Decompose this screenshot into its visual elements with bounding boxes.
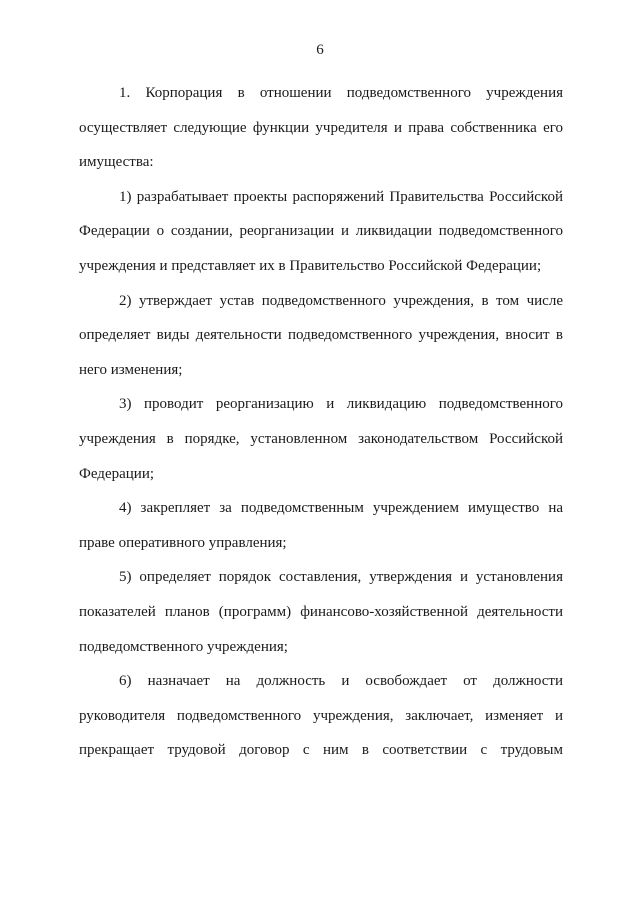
list-item-4: 4) закрепляет за подведомственным учреждением имущество на праве оперативного управления; bbox=[79, 500, 563, 551]
list-item-3: 3) проводит реорганизацию и ликвидацию подведомственного учреждения в порядке, установленном законодательством Российской Федерации; bbox=[79, 396, 563, 482]
page-number: 6 bbox=[316, 42, 324, 58]
paragraph-1: 1. Корпорация в отношении подведомственного учреждения осуществляет следующие функции учредителя и права собственника его имущества: bbox=[79, 85, 563, 171]
list-item-1: 1) разрабатывает проекты распоряжений Правительства Российской Федерации о создании, реорганизации и ликвидации подведомственного учреждения и представляет их в Правительство Российской Федерации; bbox=[79, 188, 563, 274]
list-item-2: 2) утверждает устав подведомственного учреждения, в том числе определяет виды деятельности подведомственного учреждения, вносит в него изменения; bbox=[79, 292, 563, 378]
list-item-6: 6) назначает на должность и освобождает от должности руководителя подведомственного учреждения, заключает, изменяет и прекращает трудовой договор с ним в соответствии с трудовым bbox=[79, 673, 563, 759]
list-item-5: 5) определяет порядок составления, утверждения и установления показателей планов (программ) финансово-хозяйственной деятельности подведомственного учреждения; bbox=[79, 569, 563, 655]
document-body bbox=[79, 76, 563, 768]
